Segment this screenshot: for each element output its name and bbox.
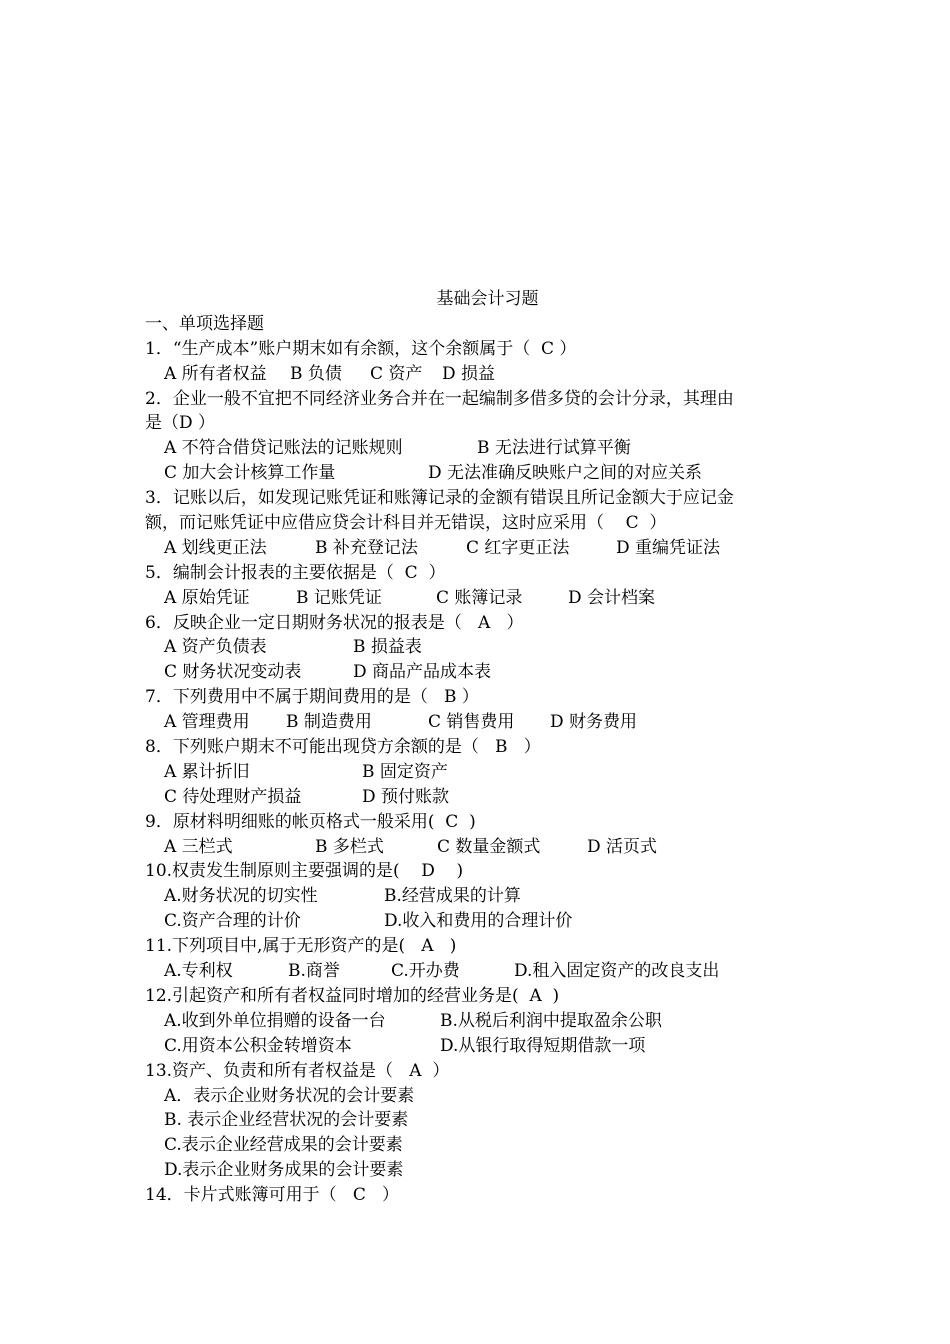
section-heading: 一、单项选择题 [145,313,264,334]
answer-option: A．表示企业财务状况的会计要素 [164,1085,415,1106]
answer-option: C 销售费用 [428,712,515,733]
answer-option: C 待处理财产损益 [164,786,302,807]
question-stem: 额，而记账凭证中应借应贷会计科目并无错误，这时应采用（ C ） [145,513,667,534]
option-row [145,362,810,387]
answer-option: D 损益 [442,363,496,384]
answer-option: A.收到外单位捐赠的设备一台 [164,1010,386,1031]
answer-option: C 红字更正法 [466,537,570,558]
question-item [145,1059,810,1183]
option-row [145,436,810,461]
question-stem: 2．企业一般不宜把不同经济业务合并在一起编制多借多贷的会计分录，其理由 [145,388,734,409]
answer-option: D 活页式 [587,836,658,857]
answer-option: D.表示企业财务成果的会计要素 [164,1160,404,1181]
answer-option: A.专利权 [164,961,233,982]
question-item [145,337,810,387]
answer-option: A 管理费用 [164,712,250,733]
answer-option: D 预付账款 [362,786,450,807]
question-stem: 11.下列项目中,属于无形资产的是( A ) [145,936,457,957]
answer-option: B 制造费用 [286,712,372,733]
answer-option: D 会计档案 [568,587,656,608]
question-stem: 12.引起资产和所有者权益同时增加的经营业务是( A ) [145,985,560,1006]
answer-option: B.经营成果的计算 [384,886,521,907]
answer-option: B 记账凭证 [296,587,382,608]
option-row [145,1158,810,1183]
question-item [145,859,810,934]
answer-option: A.财务状况的切实性 [164,886,318,907]
answer-option: A 不符合借贷记账法的记账规则 [164,438,403,459]
option-row [145,760,810,785]
option-row [145,835,810,860]
answer-option: D 重编凭证法 [616,537,721,558]
answer-option: C 资产 [370,363,423,384]
answer-option: B.商誉 [288,961,340,982]
option-row [145,959,810,984]
answer-option: C.资产合理的计价 [164,911,301,932]
answer-option: A 三栏式 [164,836,233,857]
question-item [145,486,810,561]
question-stem: 1．“生产成本”账户期末如有余额，这个余额属于（ C ） [145,338,577,359]
question-stem: 6．反映企业一定日期财务状况的报表是（ A ） [145,612,524,633]
document-title: 基础会计习题 [436,289,539,309]
answer-option: C 数量金额式 [437,836,541,857]
answer-option: A 资产负债表 [164,637,267,658]
question-item [145,561,810,611]
option-row [145,1034,810,1059]
option-row [145,710,810,735]
question-item [145,735,810,810]
answer-option: C 加大会计核算工作量 [164,463,336,484]
option-row [145,1108,810,1133]
answer-option: D.租入固定资产的改良支出 [514,961,720,982]
question-item [145,1183,810,1208]
option-row [145,909,810,934]
answer-option: B 固定资产 [362,761,448,782]
question-stem: 8．下列账户期末不可能出现贷方余额的是（ B ） [145,737,541,758]
answer-option: C.表示企业经营成果的会计要素 [164,1135,403,1156]
document-body [145,287,810,1208]
answer-option: A 划线更正法 [164,537,267,558]
question-item [145,984,810,1059]
answer-option: B. 表示企业经营状况的会计要素 [164,1110,409,1131]
question-item [145,810,810,860]
question-item [145,934,810,984]
answer-option: D 商品产品成本表 [353,662,492,683]
question-item [145,611,810,686]
option-row [145,1009,810,1034]
option-row [145,884,810,909]
option-row [145,461,810,486]
answer-option: C.用资本公积金转增资本 [164,1035,352,1056]
answer-option: B 损益表 [353,637,422,658]
question-stem: 7．下列费用中不属于期间费用的是（ B ） [145,687,479,708]
question-stem: 14．卡片式账簿可用于（ C ） [145,1185,400,1206]
answer-option: C.开办费 [391,961,460,982]
option-row [145,1133,810,1158]
answer-option: C 账簿记录 [436,587,523,608]
question-stem: 5．编制会计报表的主要依据是（ C ） [145,562,446,583]
answer-option: D.收入和费用的合理计价 [384,911,573,932]
answer-option: B 补充登记法 [315,537,418,558]
option-row [145,586,810,611]
option-row [145,635,810,660]
answer-option: B 无法进行试算平衡 [477,438,631,459]
option-row [145,1084,810,1109]
question-stem: 13.资产、负责和所有者权益是（ A ） [145,1060,450,1081]
option-row [145,785,810,810]
question-stem: 10.权责发生制原则主要强调的是( D ) [145,861,464,882]
option-row [145,660,810,685]
answer-option: B.从税后利润中提取盈余公职 [440,1010,662,1031]
answer-option: D 无法准确反映账户之间的对应关系 [428,463,703,484]
answer-option: A 累计折旧 [164,761,250,782]
question-item [145,387,810,487]
answer-option: C 财务状况变动表 [164,662,302,683]
answer-option: D 财务费用 [550,712,638,733]
answer-option: A 原始凭证 [164,587,250,608]
question-stem: 是（D ） [145,413,216,434]
answer-option: D.从银行取得短期借款一项 [440,1035,646,1056]
question-list [145,337,810,1208]
option-row [145,536,810,561]
question-item [145,685,810,735]
answer-option: B 负债 [290,363,342,384]
answer-option: A 所有者权益 [164,363,267,384]
answer-option: B 多栏式 [315,836,384,857]
question-stem: 3．记账以后，如发现记账凭证和账簿记录的金额有错误且所记金额大于应记金 [145,488,734,509]
question-stem: 9．原材料明细账的帐页格式一般采用( C ) [145,811,476,832]
